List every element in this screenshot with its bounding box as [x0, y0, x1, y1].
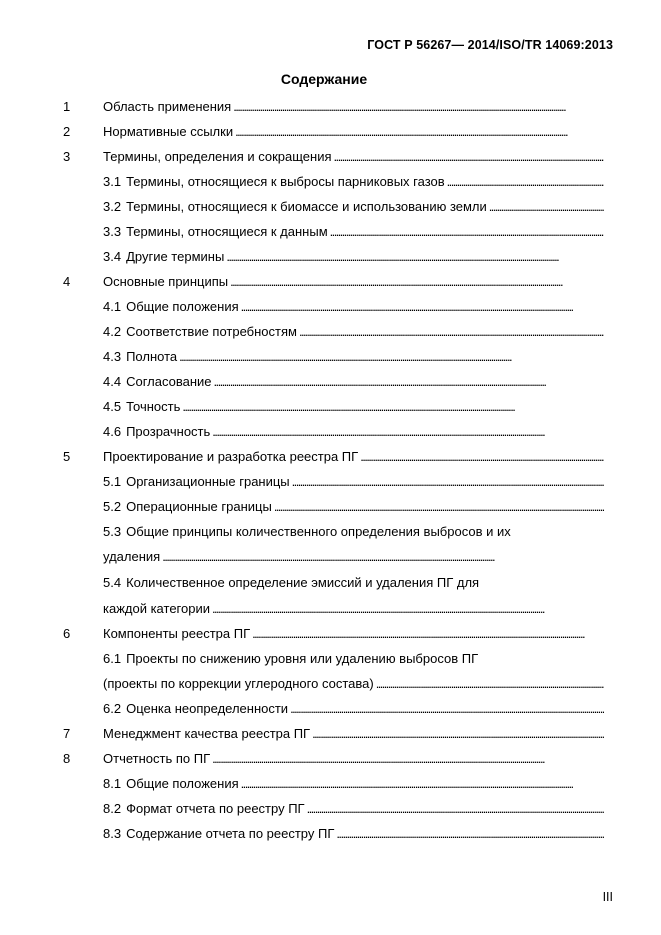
dot-leader	[179, 344, 604, 369]
toc-row[interactable]	[0, 344, 661, 369]
toc-subsection-number: 6.1	[103, 651, 122, 666]
toc-entry-text: Термины, относящиеся к выбросы парниковых газов	[126, 174, 445, 189]
toc-entry-text: Термины, относящиеся к данным	[126, 224, 328, 239]
toc-entry-text: Общие положения	[126, 299, 239, 314]
toc-section-number: 7	[63, 726, 71, 741]
toc-row[interactable]	[0, 194, 661, 219]
toc-entry-text: Соответствие потребностям	[126, 324, 297, 339]
dot-leader	[212, 596, 604, 621]
toc-entry-text: Термины, относящиеся к биомассе и использованию земли	[126, 199, 487, 214]
toc-row[interactable]	[0, 519, 661, 544]
toc-row[interactable]	[0, 721, 661, 746]
dot-leader	[241, 294, 604, 319]
toc-title: Содержание	[280, 71, 368, 87]
toc-entry-text: Менеджмент качества реестра ПГ	[103, 726, 311, 741]
dot-leader	[360, 444, 604, 469]
toc-subsection-number: 5.2	[103, 499, 122, 514]
toc-row[interactable]	[0, 821, 661, 846]
toc-entry-text: Термины, определения и сокращения	[103, 149, 332, 164]
toc-row[interactable]	[0, 94, 661, 119]
document-header: ГОСТ Р 56267— 2014/ISO/TR 14069:2013	[367, 38, 613, 52]
toc-row[interactable]	[0, 621, 661, 646]
dot-leader	[292, 469, 604, 494]
toc-section-number: 6	[63, 626, 71, 641]
toc-entry-text: Точность	[126, 399, 181, 414]
toc-subsection-number: 4.3	[103, 349, 122, 364]
toc-entry-text: Операционные границы	[126, 499, 272, 514]
toc-row[interactable]	[0, 796, 661, 821]
dot-leader	[182, 394, 604, 419]
toc-entry-text: Отчетность по ПГ	[103, 751, 211, 766]
toc-subsection-number: 8.2	[103, 801, 122, 816]
dot-leader	[241, 771, 604, 796]
toc-subsection-number: 4.1	[103, 299, 122, 314]
toc-subsection-number: 3.3	[103, 224, 122, 239]
toc-row[interactable]	[0, 771, 661, 796]
toc-subsection-number: 6.2	[103, 701, 122, 716]
toc-row[interactable]	[0, 244, 661, 269]
dot-leader	[330, 219, 604, 244]
toc-row[interactable]	[0, 319, 661, 344]
toc-entry-text: Проекты по снижению уровня или удалению выбросов ПГ	[126, 651, 479, 666]
dot-leader	[376, 671, 604, 696]
toc-row[interactable]	[0, 671, 661, 696]
toc-subsection-number: 4.6	[103, 424, 122, 439]
toc-row[interactable]	[0, 219, 661, 244]
toc-row[interactable]	[0, 419, 661, 444]
toc-entry-text: Содержание отчета по реестру ПГ	[126, 826, 335, 841]
page-number: III	[602, 890, 613, 904]
toc-subsection-number: 4.5	[103, 399, 122, 414]
toc-entry-text: Компоненты реестра ПГ	[103, 626, 251, 641]
dot-leader	[230, 269, 604, 294]
toc-row[interactable]	[0, 596, 661, 621]
toc-entry-text: Другие термины	[126, 249, 225, 264]
dot-leader	[252, 621, 604, 646]
toc-entry-text: Полнота	[126, 349, 178, 364]
toc-entry-text: Оценка неопределенности	[126, 701, 289, 716]
toc-entry-text: Организационные границы	[126, 474, 290, 489]
dot-leader	[214, 369, 604, 394]
toc-subsection-number: 8.1	[103, 776, 122, 791]
dot-leader	[299, 319, 604, 344]
dot-leader	[226, 244, 604, 269]
toc-entry-text-continuation: удаления	[103, 549, 161, 564]
toc-row[interactable]	[0, 144, 661, 169]
toc-row[interactable]	[0, 646, 661, 671]
dot-leader	[235, 119, 604, 144]
dot-leader	[312, 721, 604, 746]
toc-entry-text: Количественное определение эмиссий и удаления ПГ для	[126, 575, 480, 590]
toc-entry-text: Общие положения	[126, 776, 239, 791]
toc-row[interactable]	[0, 119, 661, 144]
dot-leader	[447, 169, 604, 194]
toc-row[interactable]	[0, 494, 661, 519]
dot-leader	[212, 419, 604, 444]
dot-leader	[307, 796, 604, 821]
dot-leader	[233, 94, 604, 119]
toc-entry-text: Нормативные ссылки	[103, 124, 234, 139]
toc-subsection-number: 3.2	[103, 199, 122, 214]
toc-section-number: 4	[63, 274, 71, 289]
dot-leader	[336, 821, 604, 846]
toc-subsection-number: 3.4	[103, 249, 122, 264]
dot-leader	[274, 494, 604, 519]
toc-entry-text: Область применения	[103, 99, 232, 114]
dot-leader	[162, 544, 604, 569]
dot-leader	[334, 144, 604, 169]
toc-row[interactable]	[0, 169, 661, 194]
toc-entry-text: Согласование	[126, 374, 212, 389]
toc-entry-text-continuation: (проекты по коррекции углеродного состава)	[103, 676, 374, 691]
dot-leader	[212, 746, 604, 771]
toc-row[interactable]	[0, 294, 661, 319]
toc-entry-text: Основные принципы	[103, 274, 229, 289]
dot-leader	[290, 696, 604, 721]
toc-entry-text: Проектирование и разработка реестра ПГ	[103, 449, 359, 464]
toc-entry-text-continuation: каждой категории	[103, 601, 210, 616]
toc-subsection-number: 5.4	[103, 575, 122, 590]
toc-row[interactable]	[0, 394, 661, 419]
toc-subsection-number: 4.4	[103, 374, 122, 389]
toc-subsection-number: 3.1	[103, 174, 122, 189]
toc-row[interactable]	[0, 369, 661, 394]
toc-section-number: 5	[63, 449, 71, 464]
toc-row[interactable]	[0, 696, 661, 721]
toc-entry-text: Общие принципы количественного определения выбросов и их	[126, 524, 511, 539]
toc-row[interactable]	[0, 269, 661, 294]
toc-row[interactable]	[0, 569, 661, 596]
toc-entry-text: Формат отчета по реестру ПГ	[126, 801, 305, 816]
toc-section-number: 8	[63, 751, 71, 766]
toc-row[interactable]	[0, 444, 661, 469]
toc-row[interactable]	[0, 544, 661, 569]
toc-subsection-number: 5.3	[103, 524, 122, 539]
toc-section-number: 2	[63, 124, 71, 139]
table-of-contents	[0, 94, 661, 846]
toc-entry-text: Прозрачность	[126, 424, 211, 439]
toc-row[interactable]	[0, 469, 661, 494]
toc-subsection-number: 4.2	[103, 324, 122, 339]
dot-leader	[489, 194, 604, 219]
toc-subsection-number: 8.3	[103, 826, 122, 841]
toc-subsection-number: 5.1	[103, 474, 122, 489]
toc-section-number: 1	[63, 99, 71, 114]
toc-row[interactable]	[0, 746, 661, 771]
toc-section-number: 3	[63, 149, 71, 164]
